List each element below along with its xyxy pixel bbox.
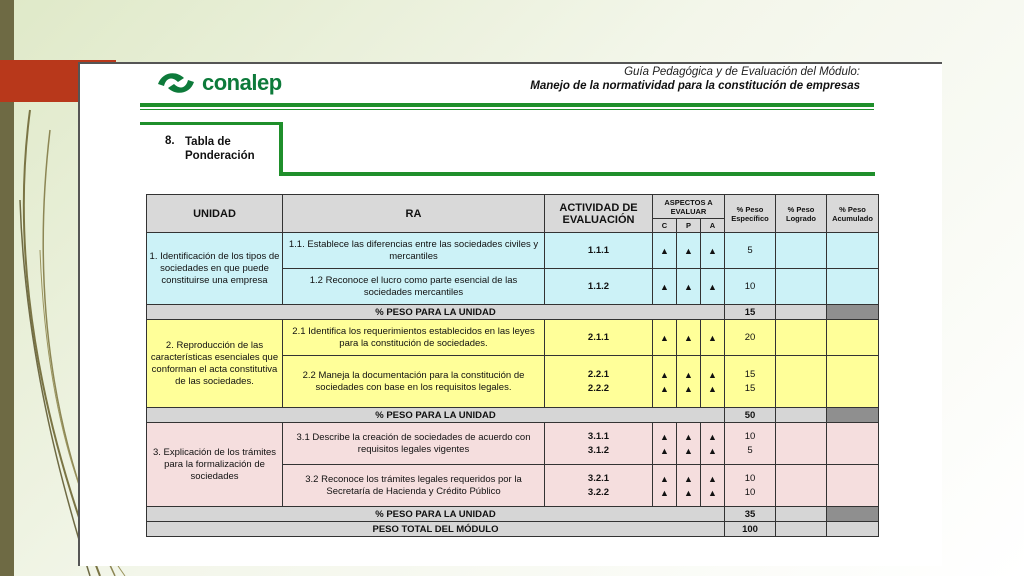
ra-label: 1.2 xyxy=(309,274,323,286)
conalep-logo-icon xyxy=(154,68,198,98)
section-title: Tabla de Ponderación xyxy=(185,136,255,162)
peso-value: 5 xyxy=(747,444,753,456)
ra-1-2 xyxy=(283,269,545,305)
weighting-table xyxy=(146,194,879,537)
triangle-icon: ▲ xyxy=(677,233,701,269)
peso-value: 10 xyxy=(744,486,756,498)
triangle-icon: ▲ xyxy=(708,369,717,380)
triangle-p-cell xyxy=(677,465,701,507)
ra-label: 2.2 xyxy=(302,369,316,381)
header-rule-thick xyxy=(140,103,874,107)
triangle-icon: ▲ xyxy=(660,487,669,498)
triangle-icon: ▲ xyxy=(684,445,693,456)
triangle-icon: ▲ xyxy=(660,431,669,442)
activity-1-1-2: 1.1.2 xyxy=(545,269,653,305)
peso-acumulado-cell xyxy=(827,320,879,356)
activity-2-2-2: 2.2.2 xyxy=(587,382,610,394)
ra-text: Reconoce los trámites legales requeridos por la Secretaría de Hacienda y Crédito Público xyxy=(321,473,522,497)
ra-text: Describe la creación de sociedades de acuerdo con requisitos legales vigentes xyxy=(312,431,531,455)
triangle-icon: ▲ xyxy=(660,369,669,380)
peso-value: 15 xyxy=(744,368,756,380)
ra-3-2 xyxy=(283,465,545,507)
triangle-c-cell xyxy=(653,356,677,408)
activity-3-1 xyxy=(545,423,653,465)
conalep-logo xyxy=(154,68,282,98)
total-value: 100 xyxy=(725,522,776,537)
subtotal-acumulado-cell xyxy=(827,507,879,522)
peso-acumulado-cell xyxy=(827,465,879,507)
peso-acumulado-cell xyxy=(827,356,879,408)
subtotal-logrado-cell xyxy=(776,507,827,522)
triangle-icon: ▲ xyxy=(701,320,725,356)
header-peso-acumulado: % Peso Acumulado xyxy=(827,195,879,233)
triangle-a-cell xyxy=(701,356,725,408)
total-label: PESO TOTAL DEL MÓDULO xyxy=(147,522,725,537)
header-unidad: UNIDAD xyxy=(147,195,283,233)
ra-label: 1.1. xyxy=(288,238,305,250)
triangle-icon: ▲ xyxy=(677,269,701,305)
peso-logrado-cell xyxy=(776,465,827,507)
activity-2-1-1: 2.1.1 xyxy=(545,320,653,356)
triangle-icon: ▲ xyxy=(684,487,693,498)
triangle-c-cell xyxy=(653,465,677,507)
triangle-icon: ▲ xyxy=(701,269,725,305)
triangle-c-cell xyxy=(653,423,677,465)
triangle-icon: ▲ xyxy=(653,320,677,356)
activity-3-2 xyxy=(545,465,653,507)
section-number: 8. xyxy=(165,135,175,147)
triangle-icon: ▲ xyxy=(708,383,717,394)
triangle-a-cell xyxy=(701,423,725,465)
peso-acumulado-cell xyxy=(827,423,879,465)
peso-especifico: 10 xyxy=(725,269,776,305)
activity-3-2-2: 3.2.2 xyxy=(587,486,610,498)
header-a: A xyxy=(701,219,725,233)
total-acumulado-cell xyxy=(827,522,879,537)
triangle-icon: ▲ xyxy=(653,233,677,269)
triangle-icon: ▲ xyxy=(708,445,717,456)
triangle-p-cell xyxy=(677,356,701,408)
ra-text: Maneja la documentación para la constitución de sociedades con base en los requisitos legales. xyxy=(315,369,525,393)
section-rule-bottom xyxy=(279,172,875,176)
subtotal-acumulado-cell xyxy=(827,408,879,423)
ra-text: Reconoce el lucro como parte esencial de las sociedades mercantiles xyxy=(325,274,518,298)
ra-text: Identifica los requerimientos establecidos en las leyes para la constitución de sociedades. xyxy=(308,325,535,349)
triangle-icon: ▲ xyxy=(708,473,717,484)
peso-value: 10 xyxy=(744,472,756,484)
triangle-p-cell xyxy=(677,423,701,465)
header-c: C xyxy=(653,219,677,233)
header-ra: RA xyxy=(283,195,545,233)
unit-1-name: 1. Identificación de los tipos de sociedades en que puede constituirse una empresa xyxy=(147,233,283,305)
peso-acumulado-cell xyxy=(827,269,879,305)
ra-text: Establece las diferencias entre las sociedades civiles y mercantiles xyxy=(307,238,539,262)
header-peso-logrado: % Peso Logrado xyxy=(776,195,827,233)
triangle-icon: ▲ xyxy=(708,487,717,498)
triangle-icon: ▲ xyxy=(660,383,669,394)
peso-especifico: 20 xyxy=(725,320,776,356)
ra-2-2 xyxy=(283,356,545,408)
conalep-logo-text: conalep xyxy=(202,70,282,95)
triangle-icon: ▲ xyxy=(684,473,693,484)
subtotal-logrado-cell xyxy=(776,305,827,320)
section-rule-top xyxy=(140,122,282,125)
peso-logrado-cell xyxy=(776,356,827,408)
ra-label: 2.1 xyxy=(292,325,306,337)
triangle-icon: ▲ xyxy=(677,320,701,356)
total-logrado-cell xyxy=(776,522,827,537)
triangle-icon: ▲ xyxy=(708,431,717,442)
peso-logrado-cell xyxy=(776,320,827,356)
header-actividad: ACTIVIDAD DE EVALUACIÓN xyxy=(545,195,653,233)
peso-acumulado-cell xyxy=(827,233,879,269)
triangle-icon: ▲ xyxy=(684,383,693,394)
activity-1-1-1: 1.1.1 xyxy=(545,233,653,269)
unit-3-subtotal-label: % PESO PARA LA UNIDAD xyxy=(147,507,725,522)
header-p: P xyxy=(677,219,701,233)
ra-2-1 xyxy=(283,320,545,356)
peso-especifico xyxy=(725,465,776,507)
peso-especifico: 5 xyxy=(725,233,776,269)
header-peso-especifico: % Peso Específico xyxy=(725,195,776,233)
unit-3-name: 3. Explicación de los trámites para la formalización de sociedades xyxy=(147,423,283,507)
activity-2-2 xyxy=(545,356,653,408)
peso-especifico xyxy=(725,356,776,408)
triangle-a-cell xyxy=(701,465,725,507)
triangle-icon: ▲ xyxy=(701,233,725,269)
ra-label: 3.1 xyxy=(296,431,310,443)
unit-1-subtotal-label: % PESO PARA LA UNIDAD xyxy=(147,305,725,320)
triangle-icon: ▲ xyxy=(684,369,693,380)
activity-2-2-1: 2.2.1 xyxy=(587,368,610,380)
header-aspectos: ASPECTOS A EVALUAR xyxy=(653,195,725,219)
peso-value: 10 xyxy=(744,430,756,442)
ra-label: 3.2 xyxy=(305,473,319,485)
peso-especifico xyxy=(725,423,776,465)
guide-title-line1: Guía Pedagógica y de Evaluación del Módulo: xyxy=(624,66,860,78)
unit-3-subtotal: 35 xyxy=(725,507,776,522)
unit-2-subtotal: 50 xyxy=(725,408,776,423)
subtotal-acumulado-cell xyxy=(827,305,879,320)
subtotal-logrado-cell xyxy=(776,408,827,423)
peso-logrado-cell xyxy=(776,269,827,305)
unit-1-subtotal: 15 xyxy=(725,305,776,320)
triangle-icon: ▲ xyxy=(653,269,677,305)
section-rule-vertical xyxy=(279,122,283,176)
header-rule-thin xyxy=(140,109,874,110)
guide-title-line2: Manejo de la normatividad para la constitución de empresas xyxy=(530,80,860,92)
ra-1-1 xyxy=(283,233,545,269)
triangle-icon: ▲ xyxy=(660,473,669,484)
peso-logrado-cell xyxy=(776,233,827,269)
activity-3-2-1: 3.2.1 xyxy=(587,472,610,484)
triangle-icon: ▲ xyxy=(660,445,669,456)
unit-2-name: 2. Reproducción de las características esenciales que conforman el acta constitutiva de las sociedades. xyxy=(147,320,283,408)
unit-2-subtotal-label: % PESO PARA LA UNIDAD xyxy=(147,408,725,423)
peso-value: 15 xyxy=(744,382,756,394)
triangle-icon: ▲ xyxy=(684,431,693,442)
ra-3-1 xyxy=(283,423,545,465)
document-page xyxy=(78,62,942,566)
activity-3-1-1: 3.1.1 xyxy=(587,430,610,442)
activity-3-1-2: 3.1.2 xyxy=(587,444,610,456)
peso-logrado-cell xyxy=(776,423,827,465)
